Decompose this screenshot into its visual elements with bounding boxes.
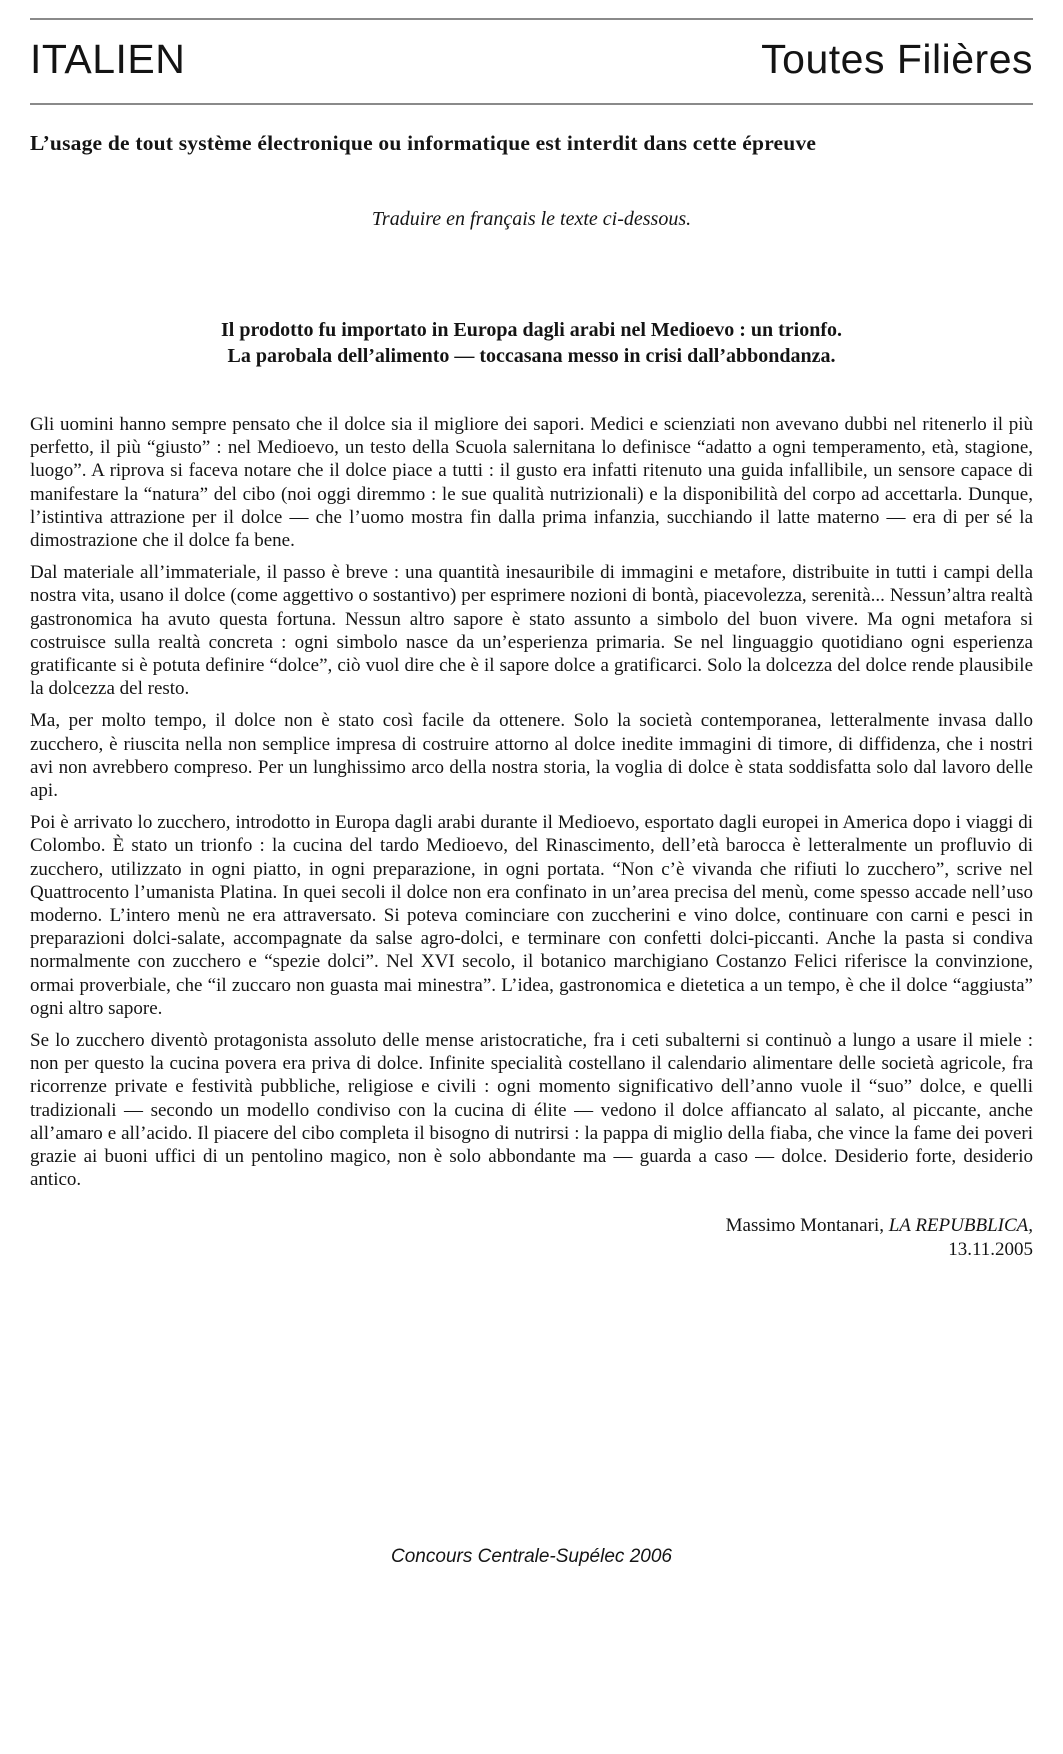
paragraph-4: Poi è arrivato lo zucchero, introdotto in Europa dagli arabi durante il Medioevo, esportato dagli europei in America dopo i viaggi di Colombo. È stato un trionfo : la cucina del tardo Medioevo, del Rinascimento, dell’età barocca è letteralmente un profluvio di zucchero, utilizzato in ogni piatto, in ogni preparazione, in ogni portata. “Non c’è vivanda che rifiuti lo zucchero”, scrive nel Quattrocento l’umanista Platina. In quei secoli il dolce non era confinato in un’area precisa del menù, come spesso accade nell’uso moderno. L’intero menù ne era attraversato. Si poteva cominciare con zuccherini e vino dolce, continuare con carni e pesci in preparazioni dolci-salate, accompagnate da salse agro-dolci, e terminare con confetti dolci-piccanti. Anche la pasta si condiva normalmente con zucchero e “spezie dolci”. Nel XVI secolo, il botanico marchigiano Costanzo Felici riferisce la convinzione, ormai proverbiale, che “il zuccaro non guasta mai minestra”. L’idea, gastronomica e dietetica a un tempo, è che il dolce “aggiusta” ogni altro sapore. bbox=[30, 812, 1033, 1019]
title-line-1: Il prodotto fu importato in Europa dagli arabi nel Medioevo : un trionfo. bbox=[221, 319, 842, 341]
paragraph-2: Dal materiale all’immateriale, il passo è breve : una quantità inesauribile di immagini e metafore, distribuite in tutti i campi della nostra vita, usano il dolce (come aggettivo o sostantivo) per esprimere nozioni di bontà, piacevolezza, serenità... Nessun’altra realtà gastronomica ha avuto questa fortuna. Nessun altro sapore è stato assunto a simbolo del buon vivere. Ma ogni metafora si costruisce sulla realtà concreta : ogni simbolo nasce da un’esperienza primaria. Se nel linguaggio quotidiano ogni esperienza gratificante si è potuta definire “dolce”, ciò vuol dire che è il sapore dolce a gratificarci. Solo la dolcezza del dolce rende plausibile la dolcezza del resto. bbox=[30, 562, 1033, 700]
paragraph-5: Se lo zucchero diventò protagonista assoluto delle mense aristocratiche, fra i ceti subalterni si continuò a lungo a usare il miele : non per questo la cucina povera era priva di dolce. Infinite specialità costellano il calendario alimentare delle società agricole, fra ricorrenze private e festività pubbliche, religiose e civili : ogni momento significativo dell’anno vuole il “suo” dolce, e quelli tradizionali — secondo un modello condiviso con la cucina di élite — vedono il dolce affiancato al salato, al piccante, anche all’amaro e all’acido. Il piacere del cibo completa il bisogno di nutrirsi : la pappa di miglio della fiaba, che vince la fame dei poveri grazie ai buoni uffici di un pentolino magico, non è solo abbondante ma — guarda a caso — dolce. Desiderio forte, desiderio antico. bbox=[30, 1030, 1033, 1191]
article-body bbox=[30, 413, 1033, 1192]
paragraph-3: Ma, per molto tempo, il dolce non è stato così facile da ottenere. Solo la società contemporanea, letteralmente invasa dallo zucchero, è riuscita nella non semplice impresa di costruire attorno al dolce inedite immagini di timore, di diffidenza, che i nostri avi non avrebbero compreso. Per un lunghissimo arco della nostra storia, la voglia di dolce è stata soddisfatta solo dal lavoro delle api. bbox=[30, 710, 1033, 802]
header-rule bbox=[30, 103, 1033, 105]
source-name: LA REPUBBLICA, bbox=[888, 1214, 1033, 1236]
exam-notice: L’usage de tout système électronique ou informatique est interdit dans cette épreuve bbox=[30, 131, 817, 155]
subject-title: ITALIEN bbox=[30, 36, 186, 82]
title-line-2: La parobala dell’alimento — toccasana messo in crisi dall’abbondanza. bbox=[227, 345, 836, 367]
author-name: Massimo Montanari, bbox=[725, 1214, 889, 1236]
paragraph-1: Gli uomini hanno sempre pensato che il dolce sia il migliore dei sapori. Medici e scienziati non avevano dubbi nel ritenerlo il più perfetto, il più “giusto” : nel Medioevo, un testo della Scuola salernitana lo definisce “adatto a ogni temperamento, età, stagione, luogo”. A riprova si faceva notare che il dolce piace a tutti : il gusto era infatti ritenuto una guida infallibile, un sensore capace di manifestare la “natura” del cibo (noi oggi diremmo : le sue qualità nutrizionali) e la disponibilità del corpo ad accettarla. Dunque, l’istintiva attrazione per il dolce — che l’uomo mostra fin dalla prima infanzia, succhiando il latte materno — era di per sé la dimostrazione che il dolce fa bene. bbox=[30, 414, 1033, 552]
attribution-date: 13.11.2005 bbox=[948, 1238, 1033, 1260]
header bbox=[30, 20, 1033, 103]
text-title bbox=[30, 317, 1033, 369]
track-label: Toutes Filières bbox=[761, 36, 1033, 82]
attribution bbox=[30, 1214, 1033, 1262]
attribution-line bbox=[30, 1214, 1033, 1238]
translation-instruction: Traduire en français le texte ci-dessous. bbox=[371, 208, 692, 230]
footer-text: Concours Centrale-Supélec 2006 bbox=[391, 1546, 672, 1567]
